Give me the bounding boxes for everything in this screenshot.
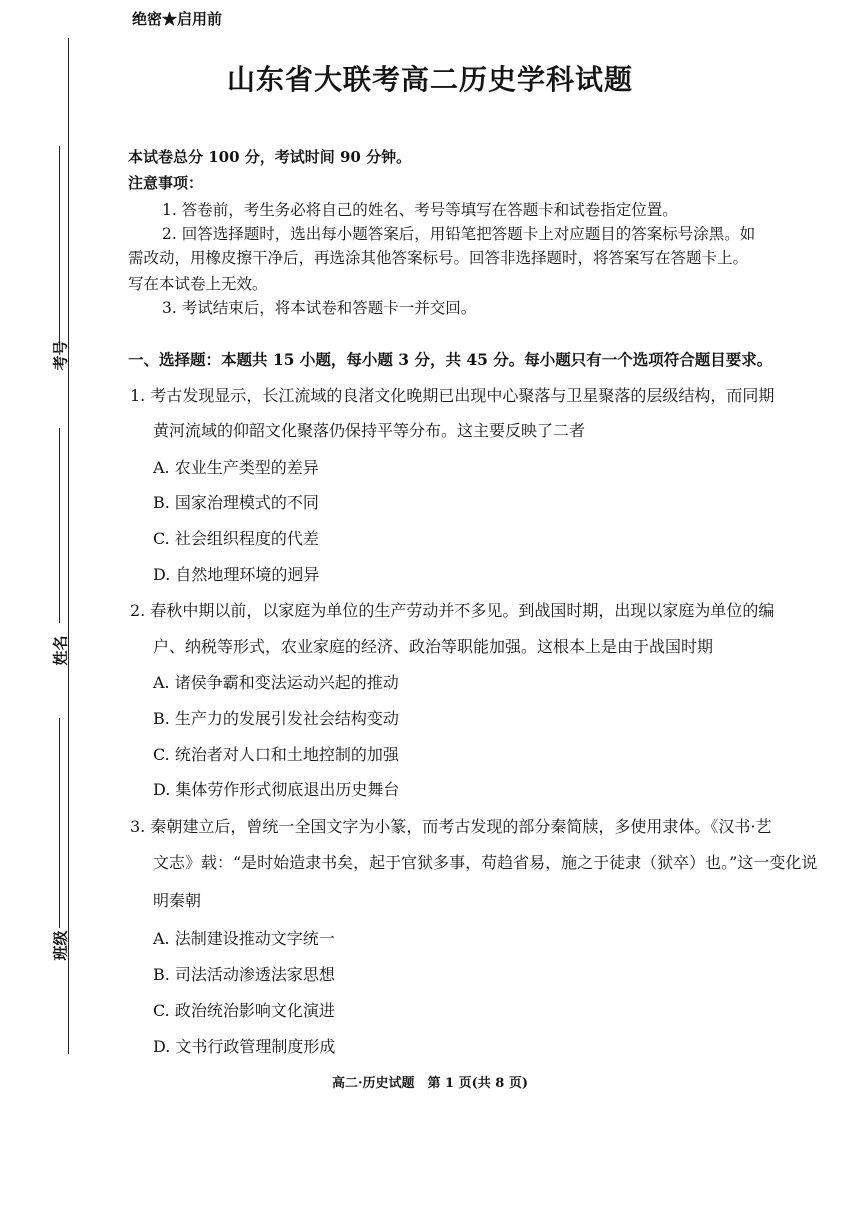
notes-heading: 注意事项： [128,174,204,192]
question-3-option-d[interactable]: D. 文书行政管理制度形成 [153,1037,336,1056]
name-fill-line [59,428,60,623]
secret-mark: 绝密★启用前 [132,10,223,28]
note-1: 1. 答卷前，考生务必将自己的姓名、考号等填写在答题卡和试卷指定位置。 [162,201,678,219]
class-fill-line [59,718,60,928]
score-time-text: 本试卷总分 100 分，考试时间 90 分钟。 [128,148,412,166]
question-3-line-1: 3. 秦朝建立后，曾统一全国文字为小篆，而考古发现的部分秦简牍，多使用隶体。《汉书·艺 [130,817,772,836]
exam-no-label: 考号 [51,340,70,371]
note-2-line-2: 需改动，用橡皮擦干净后，再选涂其他答案标号。回答非选择题时，将答案写在答题卡上。 [128,249,749,267]
question-1-line-2: 黄河流域的仰韶文化聚落仍保持平等分布。这主要反映了二者 [153,421,586,440]
note-2-line-3: 写在本试卷上无效。 [128,275,268,293]
question-3-line-3: 明秦朝 [153,891,202,910]
question-1-line-1: 1. 考古发现显示，长江流域的良渚文化晚期已出现中心聚落与卫星聚落的层级结构，而同期 [130,386,775,405]
question-3-option-a[interactable]: A. 法制建设推动文字统一 [153,929,335,948]
note-3: 3. 考试结束后，将本试卷和答题卡一并交回。 [162,299,477,317]
question-3-option-b[interactable]: B. 司法活动渗透法家思想 [153,965,335,984]
question-2-option-a[interactable]: A. 诸侯争霸和变法运动兴起的推动 [153,673,399,692]
question-3-line-2: 文志》载：“是时始造隶书矣，起于官狱多事，苟趋省易，施之于徒隶（狱卒）也。”这一变化说 [153,853,818,872]
exam-no-fill-line [59,146,60,346]
binding-margin-line [68,38,69,1054]
page-footer: 高二·历史试题 第 1 页(共 8 页) [331,1076,529,1091]
question-1-option-c[interactable]: C. 社会组织程度的代差 [153,529,319,548]
name-label: 姓名 [51,635,70,666]
question-1-option-b[interactable]: B. 国家治理模式的不同 [153,493,319,512]
question-2-option-d[interactable]: D. 集体劳作形式彻底退出历史舞台 [153,780,400,799]
question-2-option-c[interactable]: C. 统治者对人口和土地控制的加强 [153,745,399,764]
page-title: 山东省大联考高二历史学科试题 [226,63,633,96]
class-label: 班级 [51,930,70,961]
question-3-option-c[interactable]: C. 政治统治影响文化演进 [153,1001,335,1020]
question-2-option-b[interactable]: B. 生产力的发展引发社会结构变动 [153,709,399,728]
question-2-line-2: 户、纳税等形式，农业家庭的经济、政治等职能加强。这根本上是由于战国时期 [153,637,714,656]
section-heading: 一、选择题：本题共 15 小题，每小题 3 分，共 45 分。每小题只有一个选项符合题目要求。 [128,350,773,369]
note-2-line-1: 2. 回答选择题时，选出每小题答案后，用铅笔把答题卡上对应题目的答案标号涂黑。如 [162,225,756,243]
question-2-line-1: 2. 春秋中期以前，以家庭为单位的生产劳动并不多见。到战国时期，出现以家庭为单位的编 [130,601,775,620]
question-1-option-a[interactable]: A. 农业生产类型的差异 [153,458,319,477]
question-1-option-d[interactable]: D. 自然地理环境的迥异 [153,565,320,584]
